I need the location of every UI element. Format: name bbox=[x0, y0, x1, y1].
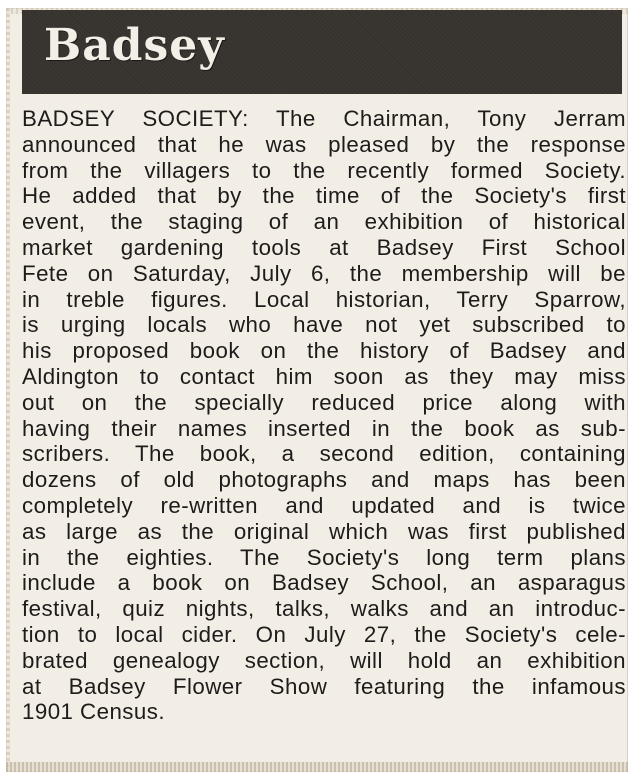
torn-left-edge bbox=[6, 8, 10, 772]
article-line: 1901 Census. bbox=[22, 699, 165, 725]
article-line: completely re-written and updated and is twice bbox=[22, 492, 626, 518]
newspaper-clipping bbox=[6, 8, 628, 772]
article-line: He added that by the time of the Society's first bbox=[22, 183, 626, 209]
article-line: tion to local cider. On July 27, the Society's cele- bbox=[22, 621, 626, 647]
article-line: having their names inserted in the book as sub- bbox=[22, 415, 626, 441]
article-line: out on the specially reduced price along with bbox=[22, 389, 626, 415]
article-line: Aldington to contact him soon as they may miss bbox=[22, 363, 626, 389]
article-line: include a book on Badsey School, an asparagus bbox=[22, 570, 626, 596]
section-title: Badsey bbox=[44, 20, 225, 71]
article-line: festival, quiz nights, talks, walks and an introduc- bbox=[22, 596, 626, 622]
article-line: at Badsey Flower Show featuring the infamous bbox=[22, 673, 626, 699]
article-line: as large as the original which was first published bbox=[22, 518, 626, 544]
article-line: event, the staging of an exhibition of historical bbox=[22, 209, 626, 235]
article-line: announced that he was pleased by the response bbox=[22, 131, 626, 157]
article-line: is urging locals who have not yet subscribed to bbox=[22, 312, 626, 338]
article-line: scribers. The book, a second edition, containing bbox=[22, 441, 626, 467]
article-line: his proposed book on the history of Badsey and bbox=[22, 338, 626, 364]
article-line: BADSEY SOCIETY: The Chairman, Tony Jerram bbox=[22, 106, 626, 131]
article-line: from the villagers to the recently formed Society. bbox=[22, 157, 626, 183]
article-line: dozens of old photographs and maps has been bbox=[22, 467, 626, 493]
article-body bbox=[22, 106, 626, 725]
article-line: market gardening tools at Badsey First School bbox=[22, 234, 626, 260]
article-line: brated genealogy section, will hold an exhibition bbox=[22, 647, 626, 673]
article-line: in treble figures. Local historian, Terry Sparrow, bbox=[22, 286, 626, 312]
article-line: Fete on Saturday, July 6, the membership will be bbox=[22, 260, 626, 286]
article-line: in the eighties. The Society's long term plans bbox=[22, 544, 626, 570]
section-header-bar bbox=[22, 10, 622, 94]
torn-bottom-edge bbox=[6, 762, 628, 772]
